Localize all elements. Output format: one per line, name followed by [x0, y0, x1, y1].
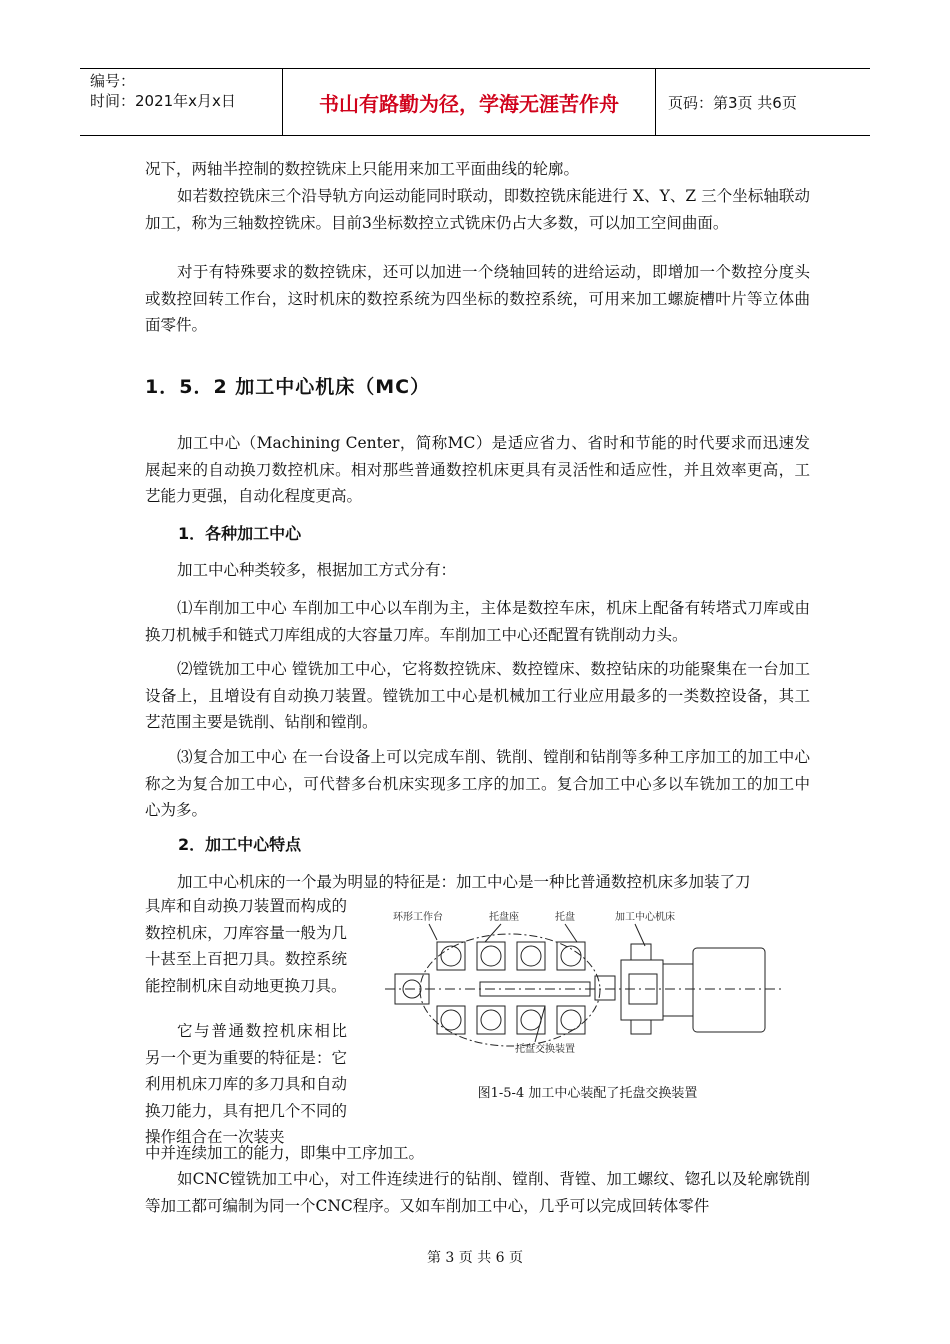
pallet-station-row-top	[437, 942, 585, 970]
section-title: 1．5．2 加工中心机床（MC）	[145, 376, 431, 398]
paragraph: 加工中心（Machining Center，简称MC）是适应省力、省时和节能的时代要求而迅速发展起来的自动换刀数控机床。相对那些普通数控机床更具有灵活性和适应性，并且效率更高，工艺能力更强，自动化程度更高。	[145, 434, 810, 505]
paragraph: 如若数控铣床三个沿导轨方向运动能同时联动，即数控铣床能进行 X、Y、Z 三个坐标轴联动加工，称为三轴数控铣床。目前3坐标数控立式铣床仍占大多数，可以加工空间曲面。	[145, 187, 810, 232]
paragraph: 加工中心机床的一个最为明显的特征是：加工中心是一种比普通数控机床多加装了刀	[177, 873, 751, 891]
paragraph: 它与普通数控机床相比另一个更为重要的特征是：它利用机床刀库的多刀具和自动换刀能力，具有把几个不同的操作组合在一次装夹	[145, 1022, 347, 1146]
header-number-label: 编号：	[90, 72, 136, 90]
header-meta	[80, 69, 283, 135]
paragraph: ⑵镗铣加工中心 镗铣加工中心，它将数控铣床、数控镗床、数控钻床的功能聚集在一台加工设备上，且增设有自动换刀装置。镗铣加工中心是机械加工行业应用最多的一类数控设备，其工艺范围主要是铣削、钻削和镗削。	[145, 660, 810, 731]
paragraph: 况下，两轴半控制的数控铣床上只能用来加工平面曲线的轮廓。	[145, 160, 580, 178]
paragraph: 加工中心种类较多，根据加工方式分有：	[177, 561, 457, 579]
label-pallet-seat: 托盘座	[489, 912, 519, 923]
paragraph: ⑶复合加工中心 在一台设备上可以完成车削、铣削、镗削和钻削等多种工序加工的加工中心称之为复合加工中心，可代替多台机床实现多工序的加工。复合加工中心多以车铣加工的加工中心为多。	[145, 748, 810, 819]
paragraph: 对于有特殊要求的数控铣床，还可以加进一个绕轴回转的进给运动，即增加一个数控分度头或数控回转工作台，这时机床的数控系统为四坐标的数控系统，可用来加工螺旋槽叶片等立体曲面零件。	[145, 263, 810, 334]
paragraph: ⑴车削加工中心 车削加工中心以车削为主，主体是数控车床，机床上配备有转塔式刀库或由换刀机械手和链式刀库组成的大容量刀库。车削加工中心还配置有铣削动力头。	[145, 599, 810, 644]
page-header	[80, 68, 870, 136]
header-motto: 书山有路勤为径，学海无涯苦作舟	[283, 69, 656, 135]
leader-line	[485, 924, 501, 942]
paragraph: 中并连续加工的能力，即集中工序加工。	[145, 1144, 425, 1162]
pallet-exchange-diagram	[385, 902, 790, 1072]
pallet-station-row-bottom	[437, 1006, 585, 1034]
paragraph: 具库和自动换刀装置而构成的数控机床，刀库容量一般为几十甚至上百把刀具。数控系统能控制机床自动地更换刀具。	[145, 897, 347, 995]
subsection-title: 2．加工中心特点	[178, 835, 302, 854]
page-footer: 第 3 页 共 6 页	[426, 1250, 524, 1266]
subsection-title: 1．各种加工中心	[178, 524, 302, 543]
leader-line	[635, 924, 645, 946]
label-pallet: 托盘	[555, 912, 575, 923]
label-ring-table: 环形工作台	[393, 912, 443, 923]
header-date-label: 时间：2021年x月x日	[90, 92, 236, 110]
header-page-info: 页码：第3页 共6页	[668, 93, 797, 112]
leader-line	[429, 924, 437, 940]
label-machining-center: 加工中心机床	[615, 912, 675, 923]
paragraph: 如CNC镗铣加工中心，对工件连续进行的钻削、镗削、背镗、加工螺纹、锪孔以及轮廓铣削等加工都可编制为同一个CNC程序。又如车削加工中心，几乎可以完成回转体零件	[145, 1170, 810, 1215]
leader-line	[565, 924, 577, 942]
label-exchange-device: 托盘交换装置	[515, 1044, 575, 1055]
figure-caption: 图1-5-4 加工中心装配了托盘交换装置	[477, 1086, 698, 1101]
